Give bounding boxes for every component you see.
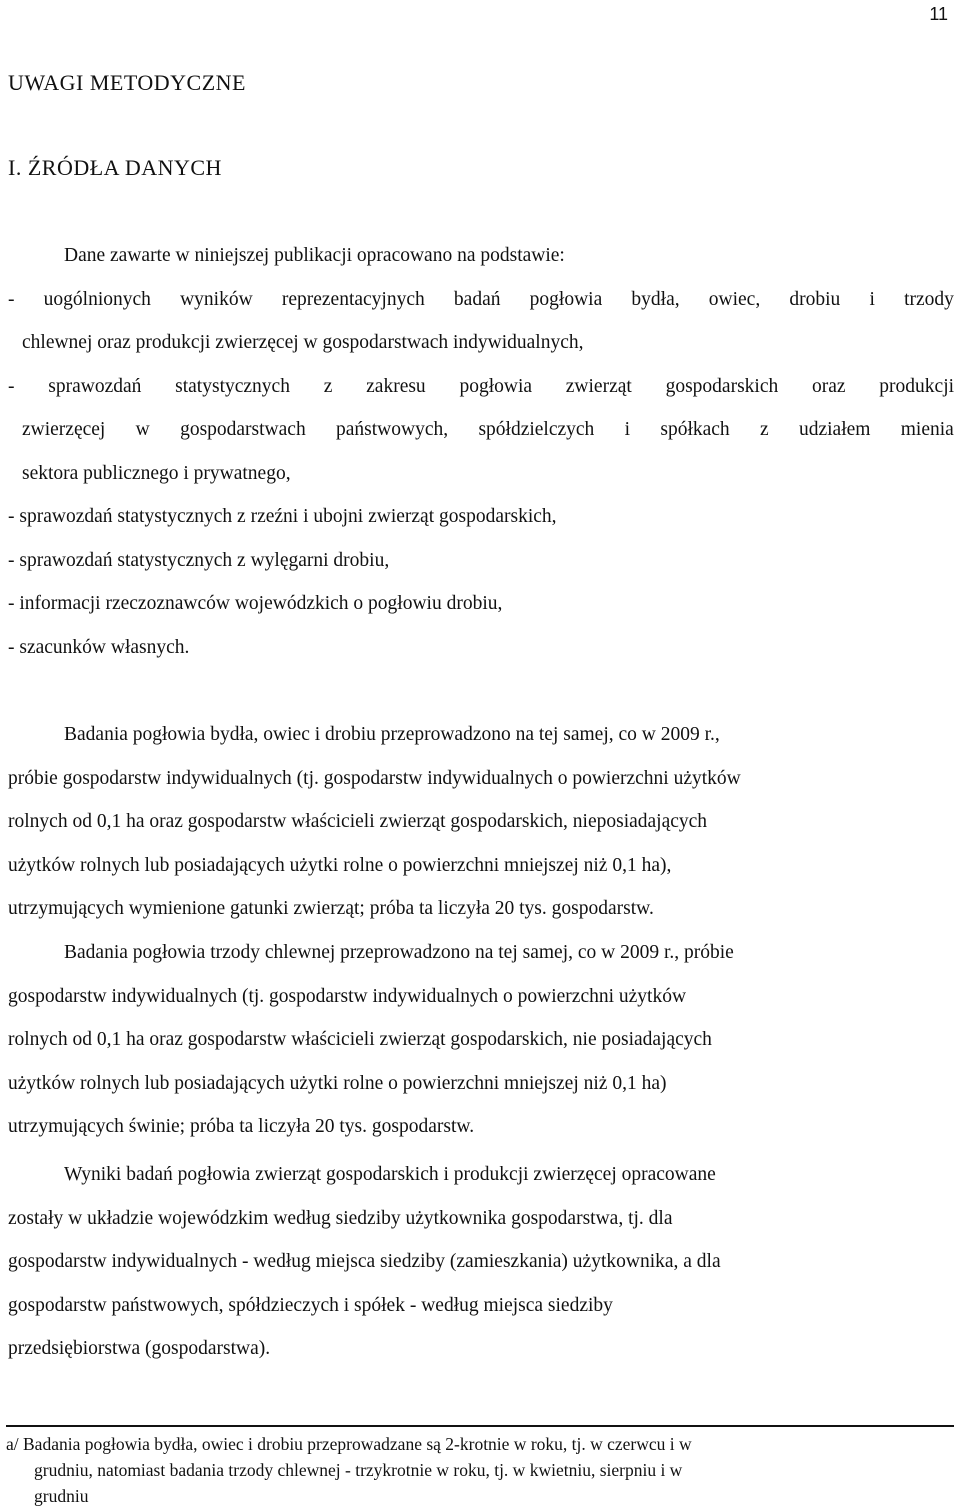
subsection-heading: I. ŹRÓDŁA DANYCH	[8, 155, 222, 180]
source-item-line: sektora publicznego i prywatnego,	[22, 462, 291, 484]
paragraph-pig-survey	[8, 931, 954, 1149]
paragraph-line: użytków rolnych lub posiadających użytki rolne o powierzchni mniejszej niż 0,1 ha)	[8, 1072, 667, 1094]
source-item: - szacunków własnych.	[8, 636, 190, 658]
source-item	[8, 278, 954, 365]
paragraph-line: rolnych od 0,1 ha oraz gospodarstw właścicieli zwierząt gospodarskich, nie posiadających	[8, 1029, 712, 1050]
footnote-line: grudniu	[34, 1486, 89, 1506]
paragraph-line: gospodarstw indywidualnych (tj. gospodarstw indywidualnych o powierzchni użytków	[8, 985, 687, 1007]
paragraph-line: Badania pogłowia bydła, owiec i drobiu przeprowadzono na tej samej, co w 2009 r.,	[64, 724, 720, 745]
section-heading: UWAGI METODYCZNE	[8, 70, 246, 95]
source-item: - sprawozdań statystycznych z wylęgarni drobiu,	[8, 549, 390, 571]
source-item-line: - uogólnionych wyników reprezentacyjnych badań pogłowia bydła, owiec, drobiu i trzody	[8, 288, 954, 310]
sources-intro: Dane zawarte w niniejszej publikacji opracowano na podstawie:	[64, 245, 565, 266]
source-item-line: zwierzęcej w gospodarstwach państwowych, spółdzielczych i spółkach z udziałem mienia	[22, 419, 954, 440]
source-item: - informacji rzeczoznawców wojewódzkich o pogłowiu drobiu,	[8, 593, 503, 614]
paragraph-results	[8, 1153, 954, 1371]
paragraph-line: przedsiębiorstwa (gospodarstwa).	[8, 1338, 271, 1359]
source-item-line: chlewnej oraz produkcji zwierzęcej w gospodarstwach indywidualnych,	[22, 332, 584, 353]
source-item	[8, 365, 954, 496]
paragraph-line: utrzymujących wymienione gatunki zwierząt; próba ta liczyła 20 tys. gospodarstw.	[8, 898, 654, 919]
paragraph-line: Badania pogłowia trzody chlewnej przeprowadzono na tej samej, co w 2009 r., próbie	[64, 942, 734, 963]
footnote-line: grudniu, natomiast badania trzody chlewnej - trzykrotnie w roku, tj. w kwietniu, sierpniu i w	[34, 1460, 683, 1480]
paragraph-line: rolnych od 0,1 ha oraz gospodarstw właścicieli zwierząt gospodarskich, nieposiadających	[8, 811, 708, 832]
footnote-divider	[6, 1425, 954, 1427]
sources-block	[8, 234, 954, 669]
page-number: 11	[929, 4, 948, 24]
paragraph-line: utrzymujących świnie; próba ta liczyła 20 tys. gospodarstw.	[8, 1116, 475, 1137]
source-item-line: - sprawozdań statystycznych z zakresu pogłowia zwierząt gospodarskich oraz produkcji	[8, 375, 954, 397]
paragraph-line: gospodarstw indywidualnych - według miejsca siedziby (zamieszkania) użytkownika, a dla	[8, 1251, 721, 1272]
paragraph-line: gospodarstw państwowych, spółdzieczych i spółek - według miejsca siedziby	[8, 1294, 613, 1316]
paragraph-line: zostały w układzie wojewódzkim według siedziby użytkownika gospodarstwa, tj. dla	[8, 1207, 673, 1229]
paragraph-line: użytków rolnych lub posiadających użytki rolne o powierzchni mniejszej niż 0,1 ha),	[8, 854, 672, 876]
footnote-line: a/ Badania pogłowia bydła, owiec i drobiu przeprowadzane są 2-krotnie w roku, tj. w czerwcu i w	[6, 1434, 692, 1454]
footnote	[6, 1431, 954, 1509]
paragraph-line: próbie gospodarstw indywidualnych (tj. gospodarstw indywidualnych o powierzchni użytków	[8, 767, 741, 789]
source-item: - sprawozdań statystycznych z rzeźni i ubojni zwierząt gospodarskich,	[8, 506, 557, 527]
paragraph-line: Wyniki badań pogłowia zwierząt gospodarskich i produkcji zwierzęcej opracowane	[64, 1164, 716, 1185]
paragraph-cattle-survey	[8, 713, 954, 931]
